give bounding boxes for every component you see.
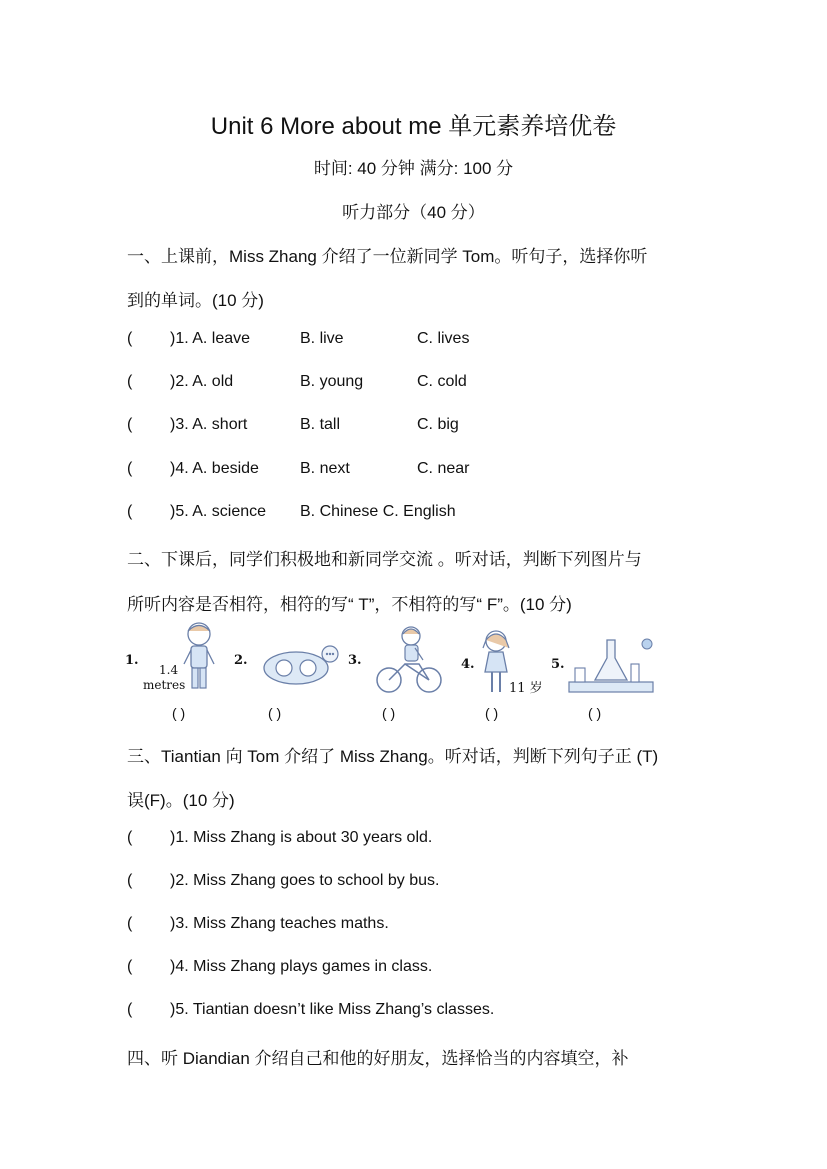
height-unit-caption: metres xyxy=(143,678,186,692)
section2-instruction-line2: 所听内容是否相符，相符的写“ T”，不相符的写“ F”。(10 分) xyxy=(127,595,572,614)
option-b: B. young xyxy=(300,373,364,390)
answer-paren[interactable]: ( xyxy=(127,330,133,347)
question-text: )1. Miss Zhang is about 30 years old. xyxy=(170,829,433,846)
picture-2 xyxy=(232,620,342,725)
option-b: B. Chinese C. English xyxy=(300,503,456,520)
picture-1 xyxy=(125,620,225,725)
picture-4 xyxy=(459,620,559,725)
picture-number: 3. xyxy=(348,653,362,668)
option-c: C. cold xyxy=(417,373,467,390)
bike-icon xyxy=(375,624,443,696)
option-a: )3. A. short xyxy=(170,416,248,433)
section2-instruction-line1: 二、下课后，同学们积极地和新同学交流 。听对话，判断下列图片与 xyxy=(127,550,642,569)
option-b: B. next xyxy=(300,460,350,477)
answer-paren[interactable]: ( xyxy=(127,915,133,932)
section4-instruction-line1: 四、听 Diandian 介绍自己和他的好朋友，选择恰当的内容填空，补 xyxy=(127,1049,629,1068)
page-title: Unit 6 More about me 单元素养培优卷 xyxy=(210,113,617,140)
girl-icon xyxy=(481,628,511,696)
game-controller-icon xyxy=(260,644,342,692)
question-text: )2. Miss Zhang goes to school by bus. xyxy=(170,872,440,889)
answer-paren[interactable]: ( xyxy=(127,829,133,846)
height-caption: 1.4 xyxy=(159,663,179,677)
answer-paren[interactable]: ( xyxy=(127,503,133,520)
answer-blank[interactable]: ( ) xyxy=(485,705,499,721)
section3-instruction-line1: 三、Tiantian 向 Tom 介绍了 Miss Zhang。听对话，判断下列句子正 (T) xyxy=(127,747,659,766)
picture-number: 5. xyxy=(551,657,565,672)
picture-number: 2. xyxy=(234,653,248,668)
answer-blank[interactable]: ( ) xyxy=(588,705,602,721)
option-c: C. near xyxy=(417,460,470,477)
answer-paren[interactable]: ( xyxy=(127,958,133,975)
section1-instruction-line1: 一、上课前，Miss Zhang 介绍了一位新同学 Tom。听句子，选择你听 xyxy=(127,247,648,266)
option-b: B. tall xyxy=(300,416,341,433)
answer-paren[interactable]: ( xyxy=(127,1001,133,1018)
section1-instruction-line2: 到的单词。(10 分) xyxy=(127,291,264,310)
part-label: 听力部分（40 分） xyxy=(342,203,485,222)
science-lab-icon xyxy=(567,636,657,694)
answer-paren[interactable]: ( xyxy=(127,373,133,390)
answer-blank[interactable]: ( ) xyxy=(382,705,396,721)
age-caption: 11 岁 xyxy=(509,681,543,696)
option-c: C. big xyxy=(417,416,459,433)
option-a: )4. A. beside xyxy=(170,460,259,477)
exam-meta: 时间: 40 分钟 满分: 100 分 xyxy=(313,159,514,178)
option-a: )2. A. old xyxy=(170,373,234,390)
picture-number: 4. xyxy=(461,657,475,672)
boy-icon xyxy=(181,620,217,695)
section3-instruction-line2: 误(F)。(10 分) xyxy=(127,791,235,810)
question-text: )5. Tiantian doesn’t like Miss Zhang’s classes. xyxy=(170,1001,495,1018)
question-text: )3. Miss Zhang teaches maths. xyxy=(170,915,389,932)
question-text: )4. Miss Zhang plays games in class. xyxy=(170,958,433,975)
option-c: C. lives xyxy=(417,330,470,347)
picture-5 xyxy=(551,620,661,725)
option-a: )5. A. science xyxy=(170,503,267,520)
answer-paren[interactable]: ( xyxy=(127,416,133,433)
option-b: B. live xyxy=(300,330,344,347)
answer-blank[interactable]: ( ) xyxy=(268,705,282,721)
answer-paren[interactable]: ( xyxy=(127,872,133,889)
answer-blank[interactable]: ( ) xyxy=(172,705,186,721)
answer-paren[interactable]: ( xyxy=(127,460,133,477)
picture-3 xyxy=(345,620,455,725)
picture-number: 1. xyxy=(125,653,139,668)
option-a: )1. A. leave xyxy=(170,330,251,347)
